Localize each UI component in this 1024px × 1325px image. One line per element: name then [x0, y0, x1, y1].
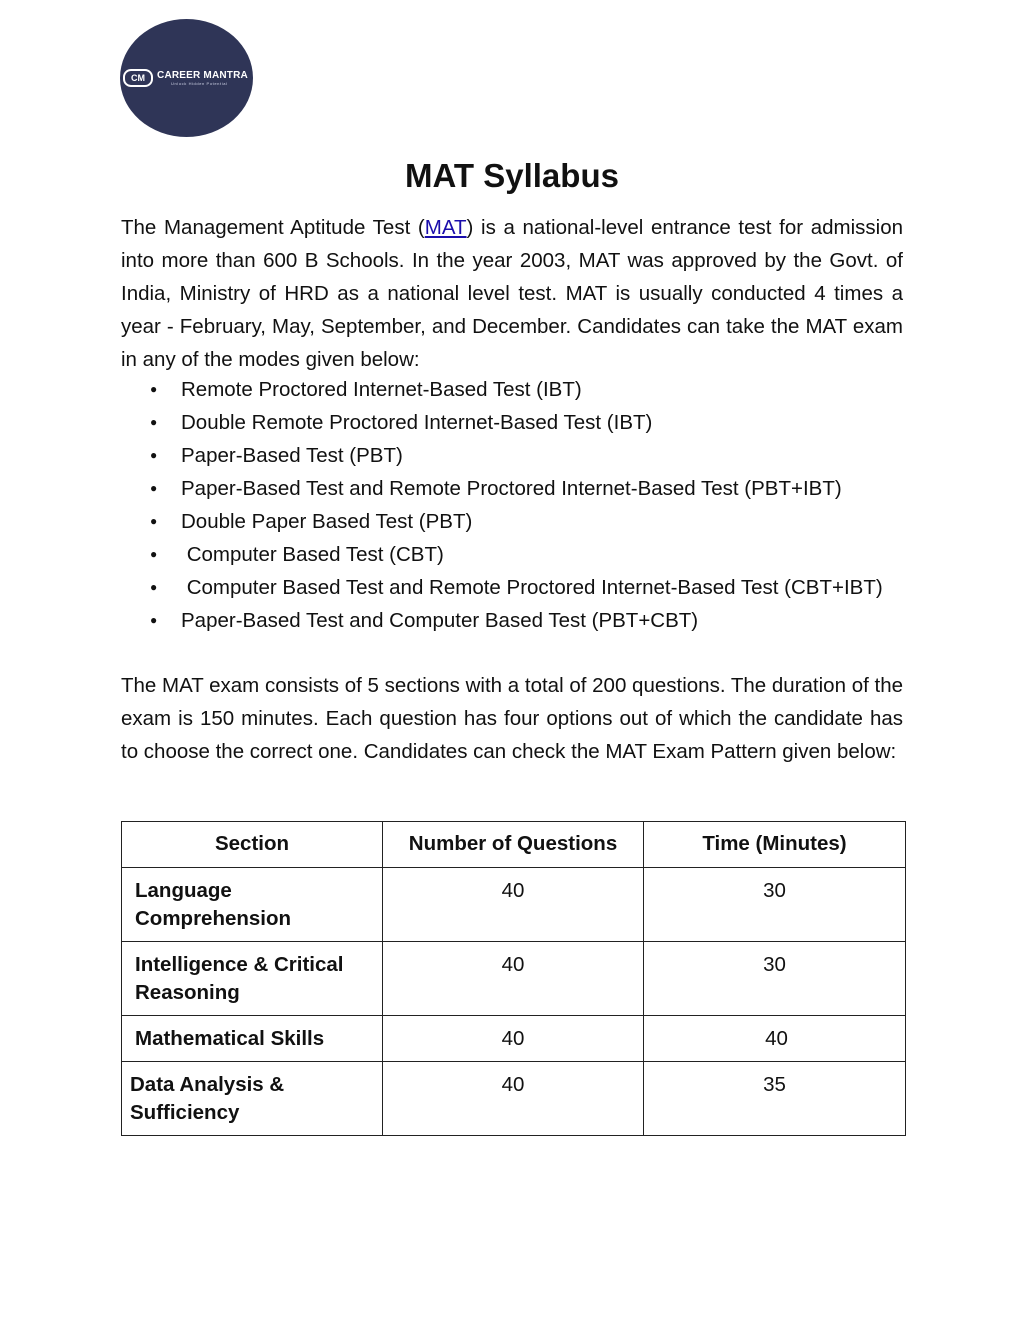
time-cell: 40 [644, 1016, 906, 1062]
mode-label: Remote Proctored Internet-Based Test (IBT) [181, 378, 582, 401]
list-item [150, 373, 883, 406]
time-cell: 30 [644, 942, 906, 1016]
questions-cell: 40 [383, 868, 644, 942]
mode-label: Double Paper Based Test (PBT) [181, 510, 473, 533]
header-questions: Number of Questions [383, 822, 644, 868]
mode-label: Paper-Based Test (PBT) [181, 444, 403, 467]
questions-cell: 40 [383, 1062, 644, 1136]
mode-label: Double Remote Proctored Internet-Based Test (IBT) [181, 411, 653, 434]
list-item [150, 472, 883, 505]
list-item [150, 505, 883, 538]
logo-name: CAREER MANTRA [157, 70, 248, 81]
mode-label: Paper-Based Test and Remote Proctored Internet-Based Test (PBT+IBT) [181, 477, 842, 500]
questions-cell: 40 [383, 942, 644, 1016]
logo-tagline: Unlock Hidden Potential [171, 81, 228, 86]
mode-label: Paper-Based Test and Computer Based Test (PBT+CBT) [181, 609, 699, 632]
exam-pattern-table [121, 821, 906, 1136]
section-cell: Data Analysis & Sufficiency [122, 1062, 383, 1136]
time-cell: 35 [644, 1062, 906, 1136]
intro-paragraph [121, 211, 903, 376]
pattern-paragraph: The MAT exam consists of 5 sections with a total of 200 questions. The duration of the exam is 150 minutes. Each question has four options out of which the candidate has to choose the correct one. Candidates can check the MAT Exam Pattern given below: [121, 674, 903, 763]
intro-text-rest: ) is a national-level entrance test for admission into more than 600 B Schools. In the year 2003, MAT was approved by the Govt. of India, Ministry of HRD as a national level test. MAT is usually conducted 4 times a year - February, May, September, and December. Candidates can take the MAT exam in any of the modes given below: [121, 216, 903, 371]
section-cell: Mathematical Skills [122, 1016, 383, 1062]
intro-text-start: The Management Aptitude Test ( [121, 216, 425, 239]
bullet-icon: ● [150, 481, 158, 495]
bullet-icon: ● [150, 448, 158, 462]
time-cell: 30 [644, 868, 906, 942]
page-title: MAT Syllabus [405, 157, 619, 194]
bullet-icon: ● [150, 514, 158, 528]
section-cell: Language Comprehension [122, 868, 383, 942]
table-row [122, 868, 906, 942]
bullet-icon: ● [150, 382, 158, 396]
bullet-icon: ● [150, 415, 158, 429]
header-section: Section [122, 822, 383, 868]
list-item [150, 439, 883, 472]
bullet-icon: ● [150, 580, 158, 594]
header-time: Time (Minutes) [644, 822, 906, 868]
list-item [150, 538, 883, 571]
table-row [122, 942, 906, 1016]
mat-link[interactable]: MAT [424, 216, 467, 239]
career-mantra-logo [120, 19, 253, 137]
questions-cell: 40 [383, 1016, 644, 1062]
logo-text [157, 70, 248, 86]
exam-modes-list [150, 373, 883, 637]
table-row [122, 1016, 906, 1062]
logo-content [123, 69, 248, 87]
bullet-icon: ● [150, 613, 158, 627]
logo-mark: CM [123, 69, 153, 87]
list-item [150, 604, 883, 637]
mode-label: Computer Based Test (CBT) [181, 543, 444, 566]
list-item [150, 571, 883, 604]
table-header-row [122, 822, 906, 868]
mode-label: Computer Based Test and Remote Proctored Internet-Based Test (CBT+IBT) [181, 576, 883, 599]
bullet-icon: ● [150, 547, 158, 561]
table-row [122, 1062, 906, 1136]
list-item [150, 406, 883, 439]
section-cell: Intelligence & Critical Reasoning [122, 942, 383, 1016]
